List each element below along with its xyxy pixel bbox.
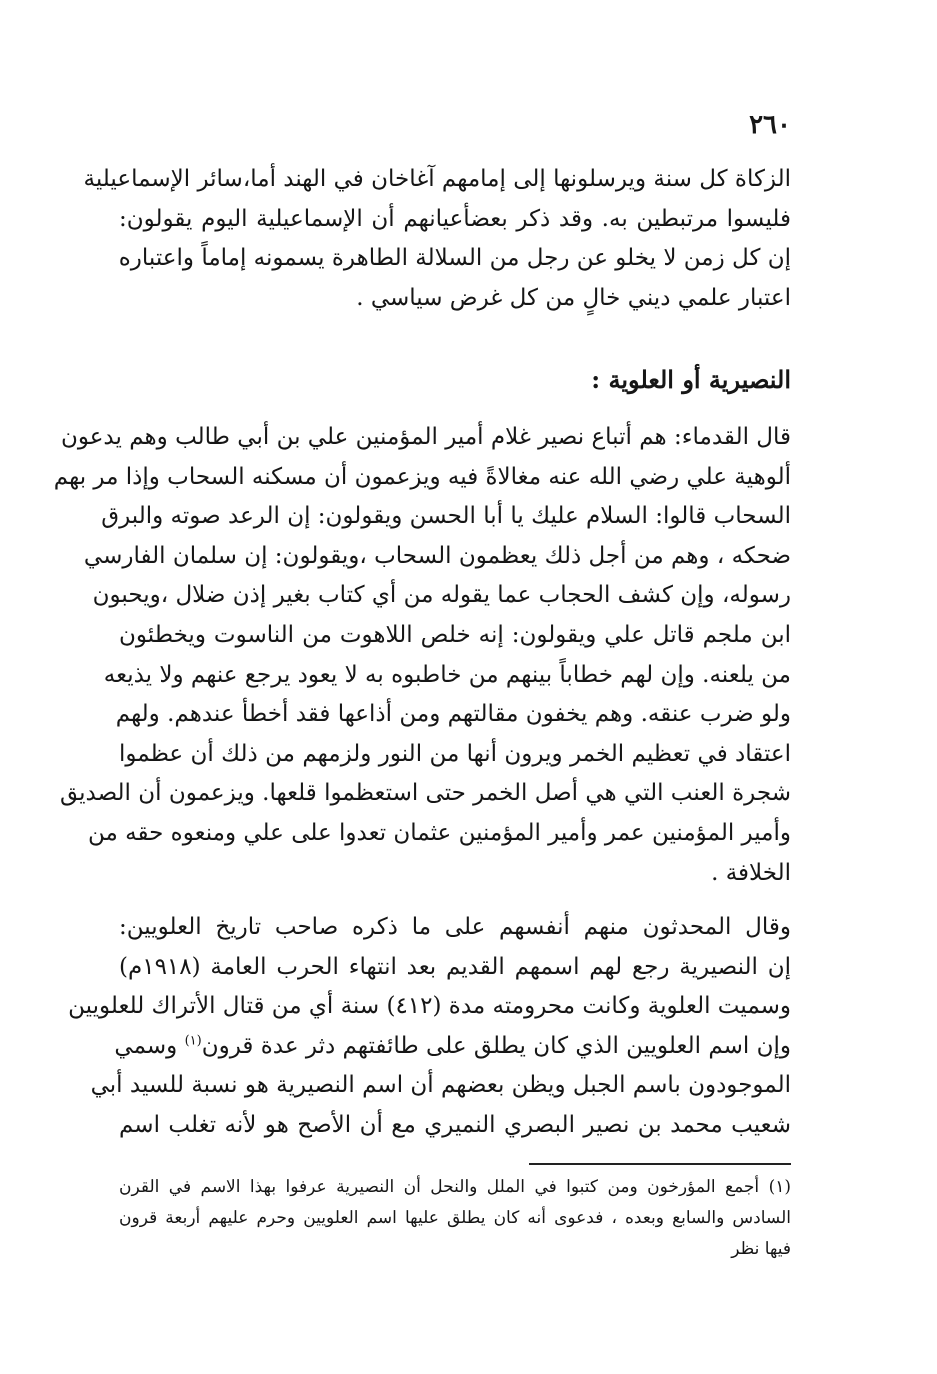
text-line: السحاب قالوا: السلام عليك يا أبا الحسن ويقولون: إن الرعد صوته والبرق [101, 503, 791, 530]
text-line: قال القدماء: هم أتباع نصير غلام أمير المؤمنين علي بن أبي طالب وهم يدعون [60, 424, 791, 450]
text-line: الخلافة . [711, 859, 791, 886]
text-line: وأمير المؤمنين عمر وأمير المؤمنين عثمان تعدوا على علي ومنعوه حقه من [88, 819, 791, 846]
footnote-divider [529, 1163, 791, 1165]
footnote-reference[interactable]: (١) [184, 1033, 202, 1049]
text-line: إن النصيرية رجع لهم اسمهم القديم بعد انتهاء الحرب العامة (١٩١٨م) [119, 953, 791, 980]
text-line: اعتبار علمي ديني خالٍ من كل غرض سياسي . [356, 284, 791, 311]
text-line: الزكاة كل سنة ويرسلونها إلى إمامهم آغاخان في الهند أما،سائر الإسماعيلية [83, 166, 791, 192]
text-line: فليسوا مرتبطين به. وقد ذكر بعضأعيانهم أن الإسماعيلية اليوم يقولون: [119, 205, 791, 232]
footnotes [119, 1172, 791, 1265]
paragraph-ancients [53, 418, 791, 893]
text-line: وسميت العلوية وكانت محرومته مدة (٤١٢) سنة أي من قتال الأتراك للعلويين [68, 993, 791, 1020]
section-heading: النصيرية أو العلوية : [591, 365, 791, 394]
paragraph-ismailis [83, 160, 791, 318]
page-number: ٢٦٠ [749, 110, 791, 140]
text-line: إن كل زمن لا يخلو عن رجل من السلالة الطاهرة يسمونه إماماً واعتباره [118, 245, 791, 272]
footnote-line: (١) أجمع المؤرخون ومن كتبوا في الملل والنحل أن النصيرية عرفوا بهذا الاسم في القرن [119, 1177, 791, 1197]
footnote-line: السادس والسابع وبعده ، فدعوى أنه كان يطلق عليها اسم العلويين وحرم عليهم أربعة قرون [119, 1208, 791, 1228]
footnote-line: فيها نظر [731, 1239, 791, 1259]
text-segment: وسمي [114, 1032, 178, 1059]
text-line: اعتقاد في تعظيم الخمر ويرون أنها من النور ولزمهم من ذلك أن عظموا [119, 740, 791, 767]
text-line: شجرة العنب التي هي أصل الخمر حتى استعظموا قلعها. ويزعمون أن الصديق [59, 780, 791, 807]
text-line: من يلعنه. وإن لهم خطاباً بينهم من خاطبوه به لا يعود يرجع عنهم ولا يذيعه [103, 661, 791, 688]
text-line: الموجودون باسم الجبل ويظن بعضهم أن اسم النصيرية هو نسبة للسيد أبي [90, 1072, 791, 1099]
text-line-with-footnote [114, 1027, 791, 1067]
text-line: وقال المحدثون منهم أنفسهم على ما ذكره صاحب تاريخ العلويين: [119, 914, 791, 940]
text-line: ضحكه ، وهم من أجل ذلك يعظمون السحاب ،ويقولون: إن سلمان الفارسي [83, 542, 791, 569]
paragraph-moderns [68, 908, 791, 1146]
text-line: ألوهية علي رضي الله عنه مغالاةً فيه ويزعمون أن مسكنه السحاب وإذا مر بهم [53, 463, 791, 490]
text-line: ابن ملجم قاتل علي ويقولون: إنه خلص اللاهوت من الناسوت ويخطئون [119, 621, 791, 648]
text-line: رسوله، وإن كشف الحجاب عما يقوله من أي كتاب بغير إذن ضلال ،ويحبون [92, 582, 791, 609]
text-line: شعيب محمد بن نصير البصري النميري مع أن الأصح هو لأنه تغلب اسم [119, 1111, 791, 1138]
text-segment: وإن اسم العلويين الذي كان يطلق على طائفتهم دثر عدة قرون [201, 1032, 791, 1059]
text-line: ولو ضرب عنقه. وهم يخفون مقالتهم ومن أذاعها فقد أخطأ عندهم. ولهم [115, 701, 791, 728]
